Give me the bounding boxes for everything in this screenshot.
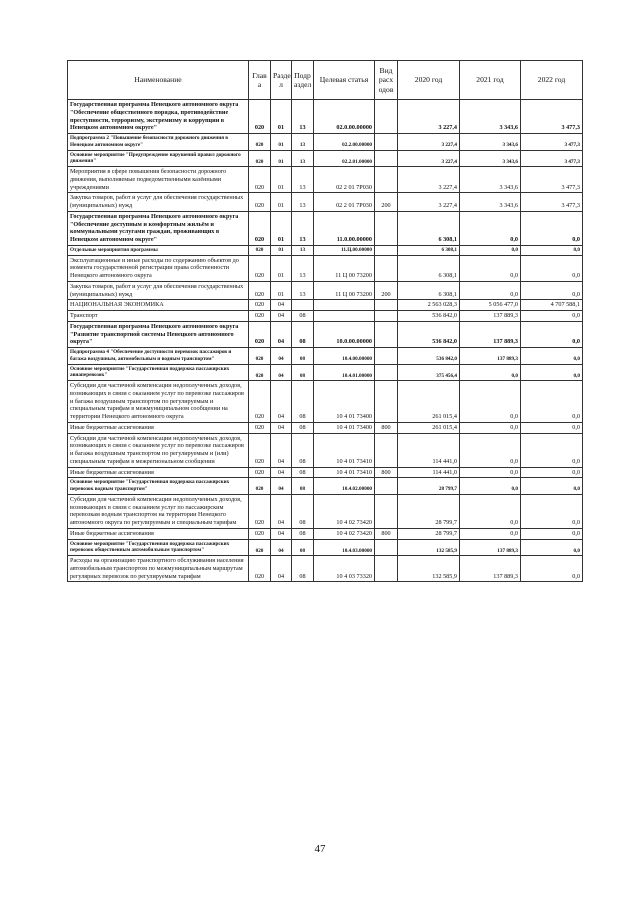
table-row [68, 467, 583, 478]
table-row [68, 556, 583, 582]
row-name: Иные бюджетные ассигнования [68, 467, 249, 478]
row-amount-2021: 137 889,3 [460, 539, 521, 556]
row-name: Подпрограмма 2 "Повышение безопасности дорожного движения в Ненецком автономном округе" [68, 134, 249, 151]
row-podrazdel: 08 [292, 539, 314, 556]
row-expense-type [375, 211, 398, 245]
row-name: Основное мероприятие "Предупреждение нарушений правил дорожного движения" [68, 150, 249, 167]
row-razdel: 01 [271, 150, 292, 167]
row-amount-2022: 4 707 588,1 [521, 300, 583, 311]
row-amount-2022: 0,0 [521, 311, 583, 322]
row-amount-2020: 6 308,1 [398, 211, 460, 245]
row-name: Субсидии для частичной компенсации недополученных доходов, возникающих в связи с оказанием услуг по перевозке пассажиров и багажа воздушным транспортом по регулируемым и специальным тарифам в межмуниципальном сообщении на территории Ненецкого автономного округа [68, 381, 249, 423]
row-amount-2020: 28 799,7 [398, 478, 460, 495]
row-target-article: 02 2 01 7Р030 [314, 167, 375, 193]
row-amount-2022: 3 477,3 [521, 150, 583, 167]
row-target-article: 10.4.00.00000 [314, 348, 375, 365]
row-name: Субсидии для частичной компенсации недополученных доходов, возникающих в связи с оказанием услуг по перевозке пассажиров и багажа воздушным транспортом по регулируемым и (или) специальным тарифам в межрегиональном сообщении [68, 433, 249, 467]
row-glava: 020 [249, 211, 271, 245]
row-amount-2020: 6 308,1 [398, 281, 460, 300]
row-expense-type [375, 134, 398, 151]
row-name: Подпрограмма 4 "Обеспечение доступности перевозок пассажиров и багажа воздушным, автомобильным и водным транспортом" [68, 348, 249, 365]
row-glava: 020 [249, 348, 271, 365]
row-glava: 020 [249, 245, 271, 255]
header-glava: Глав а [249, 61, 271, 100]
row-podrazdel: 08 [292, 433, 314, 467]
table-row [68, 478, 583, 495]
row-glava: 020 [249, 433, 271, 467]
row-glava: 020 [249, 556, 271, 582]
row-amount-2022: 3 477,3 [521, 100, 583, 134]
row-glava: 020 [249, 422, 271, 433]
row-name: Закупка товаров, работ и услуг для обеспечения государственных (муниципальных) нужд [68, 281, 249, 300]
header-target-article: Целевая статья [314, 61, 375, 100]
row-razdel: 04 [271, 348, 292, 365]
row-name: Мероприятия в сфере повышения безопасности дорожного движения, выполняемые подведомственными казёнными учреждениями [68, 167, 249, 193]
table-row [68, 422, 583, 433]
row-expense-type [375, 494, 398, 528]
row-glava: 020 [249, 300, 271, 311]
row-name: Иные бюджетные ассигнования [68, 528, 249, 539]
row-amount-2020: 3 227,4 [398, 193, 460, 212]
header-year-2022: 2022 год [521, 61, 583, 100]
row-amount-2022: 3 477,3 [521, 134, 583, 151]
row-target-article: 02.0.00.00000 [314, 100, 375, 134]
row-podrazdel: 08 [292, 381, 314, 423]
row-target-article: 11 Ц 00 73200 [314, 255, 375, 281]
row-glava: 020 [249, 255, 271, 281]
row-razdel: 04 [271, 478, 292, 495]
row-glava: 020 [249, 539, 271, 556]
table-row [68, 539, 583, 556]
table-row [68, 281, 583, 300]
row-target-article: 10 4 01 73400 [314, 381, 375, 423]
row-razdel: 04 [271, 311, 292, 322]
row-amount-2020: 536 842,0 [398, 311, 460, 322]
row-name: Государственная программа Ненецкого автономного округа "Обеспечение общественного порядка, противодействие преступности, терроризму, экстремизму и коррупции в Ненецком автономном округе" [68, 100, 249, 134]
row-razdel: 01 [271, 167, 292, 193]
row-glava: 020 [249, 311, 271, 322]
header-podrazdel: Подр аздел [292, 61, 314, 100]
header-year-2020: 2020 год [398, 61, 460, 100]
row-podrazdel: 08 [292, 422, 314, 433]
table-row [68, 100, 583, 134]
row-target-article: 10.4.03.00000 [314, 539, 375, 556]
row-razdel: 01 [271, 281, 292, 300]
row-glava: 020 [249, 167, 271, 193]
row-amount-2020: 6 308,1 [398, 245, 460, 255]
row-razdel: 04 [271, 556, 292, 582]
row-amount-2022: 0,0 [521, 281, 583, 300]
row-amount-2022: 0,0 [521, 539, 583, 556]
row-podrazdel: 08 [292, 528, 314, 539]
row-razdel: 04 [271, 528, 292, 539]
row-razdel: 01 [271, 134, 292, 151]
row-amount-2022: 0,0 [521, 321, 583, 347]
row-amount-2022: 0,0 [521, 211, 583, 245]
row-target-article: 10 4 01 73410 [314, 433, 375, 467]
row-expense-type [375, 300, 398, 311]
row-expense-type [375, 255, 398, 281]
row-expense-type [375, 539, 398, 556]
row-expense-type [375, 311, 398, 322]
header-expense-type: Вид расх одов [375, 61, 398, 100]
row-expense-type: 200 [375, 281, 398, 300]
row-name: Отдельные мероприятия программы [68, 245, 249, 255]
row-glava: 020 [249, 478, 271, 495]
table-row [68, 255, 583, 281]
row-expense-type: 800 [375, 422, 398, 433]
table-row [68, 381, 583, 423]
table-row [68, 300, 583, 311]
row-target-article: 02.2.01.00000 [314, 150, 375, 167]
row-target-article: 10.0.00.00000 [314, 321, 375, 347]
row-target-article: 02.2.00.00000 [314, 134, 375, 151]
row-podrazdel: 13 [292, 100, 314, 134]
row-amount-2021: 0,0 [460, 433, 521, 467]
row-glava: 020 [249, 467, 271, 478]
table-row [68, 167, 583, 193]
row-podrazdel: 08 [292, 311, 314, 322]
row-glava: 020 [249, 321, 271, 347]
header-year-2021: 2021 год [460, 61, 521, 100]
row-target-article: 10 4 02 73420 [314, 528, 375, 539]
row-amount-2022: 0,0 [521, 467, 583, 478]
row-amount-2020: 2 563 028,3 [398, 300, 460, 311]
table-row [68, 433, 583, 467]
row-glava: 020 [249, 193, 271, 212]
row-podrazdel: 13 [292, 255, 314, 281]
row-amount-2021: 0,0 [460, 211, 521, 245]
row-amount-2022: 0,0 [521, 245, 583, 255]
row-amount-2022: 3 477,3 [521, 193, 583, 212]
row-expense-type [375, 100, 398, 134]
row-podrazdel: 08 [292, 321, 314, 347]
row-razdel: 04 [271, 300, 292, 311]
table-row [68, 321, 583, 347]
row-podrazdel: 13 [292, 134, 314, 151]
row-expense-type [375, 348, 398, 365]
row-target-article: 10 4 03 73320 [314, 556, 375, 582]
row-podrazdel: 13 [292, 281, 314, 300]
table-row [68, 528, 583, 539]
row-amount-2022: 3 477,3 [521, 167, 583, 193]
row-amount-2021: 5 056 477,0 [460, 300, 521, 311]
row-target-article: 11.0.00.00000 [314, 211, 375, 245]
row-amount-2020: 261 015,4 [398, 422, 460, 433]
row-expense-type: 800 [375, 467, 398, 478]
row-podrazdel: 13 [292, 245, 314, 255]
row-amount-2022: 0,0 [521, 381, 583, 423]
row-amount-2021: 0,0 [460, 255, 521, 281]
row-name: Эксплуатационные и иные расходы по содержанию объектов до момента государственной регистрации права собственности Ненецкого автономного округа [68, 255, 249, 281]
row-expense-type [375, 478, 398, 495]
row-target-article: 11 Ц 00 73200 [314, 281, 375, 300]
row-razdel: 04 [271, 539, 292, 556]
row-razdel: 01 [271, 193, 292, 212]
row-amount-2021: 3 343,6 [460, 100, 521, 134]
row-expense-type: 200 [375, 193, 398, 212]
row-name: Расходы на организацию транспортного обслуживания населения автомобильным транспортом по межмуниципальным маршрутам регулярных перевозок по регулируемым тарифам [68, 556, 249, 582]
table-header-row [68, 61, 583, 100]
table-row [68, 193, 583, 212]
row-name: Государственная программа Ненецкого автономного округа "Развитие транспортной системы Ненецкого автономного округа" [68, 321, 249, 347]
row-amount-2021: 3 343,6 [460, 167, 521, 193]
row-amount-2021: 0,0 [460, 245, 521, 255]
row-glava: 020 [249, 528, 271, 539]
row-target-article: 10 4 01 73400 [314, 422, 375, 433]
row-amount-2021: 3 343,6 [460, 193, 521, 212]
table-row [68, 348, 583, 365]
row-target-article: 11.Ц.00.00000 [314, 245, 375, 255]
row-amount-2020: 261 015,4 [398, 381, 460, 423]
row-amount-2020: 28 799,7 [398, 528, 460, 539]
row-razdel: 01 [271, 245, 292, 255]
row-glava: 020 [249, 100, 271, 134]
row-expense-type [375, 364, 398, 381]
row-podrazdel: 08 [292, 467, 314, 478]
row-name: Закупка товаров, работ и услуг для обеспечения государственных (муниципальных) нужд [68, 193, 249, 212]
row-amount-2020: 114 441,0 [398, 433, 460, 467]
row-amount-2021: 3 343,6 [460, 134, 521, 151]
table-row [68, 211, 583, 245]
row-podrazdel: 08 [292, 478, 314, 495]
row-amount-2020: 375 456,4 [398, 364, 460, 381]
row-podrazdel: 13 [292, 193, 314, 212]
row-amount-2020: 132 585,9 [398, 556, 460, 582]
table-row [68, 364, 583, 381]
row-expense-type [375, 556, 398, 582]
row-name: Субсидии для частичной компенсации недополученных доходов, возникающих в связи с оказанием услуг по пассажирским перевозкам водным транспортом на территории Ненецкого автономного округа по регулируемым и специальным тарифам [68, 494, 249, 528]
row-amount-2020: 3 227,4 [398, 150, 460, 167]
row-target-article: 10 4 01 73410 [314, 467, 375, 478]
row-amount-2022: 0,0 [521, 348, 583, 365]
row-amount-2020: 114 441,0 [398, 467, 460, 478]
row-expense-type [375, 167, 398, 193]
row-amount-2021: 137 889,3 [460, 311, 521, 322]
row-amount-2022: 0,0 [521, 364, 583, 381]
budget-table [67, 60, 583, 582]
row-glava: 020 [249, 134, 271, 151]
row-amount-2022: 0,0 [521, 528, 583, 539]
row-name: Транспорт [68, 311, 249, 322]
row-amount-2020: 28 799,7 [398, 494, 460, 528]
row-amount-2021: 137 889,3 [460, 556, 521, 582]
row-podrazdel: 08 [292, 348, 314, 365]
row-podrazdel: 13 [292, 211, 314, 245]
table-body [68, 100, 583, 582]
row-podrazdel: 13 [292, 150, 314, 167]
row-glava: 020 [249, 281, 271, 300]
row-amount-2021: 137 889,3 [460, 348, 521, 365]
row-amount-2021: 0,0 [460, 422, 521, 433]
table-row [68, 311, 583, 322]
row-expense-type [375, 150, 398, 167]
row-razdel: 04 [271, 467, 292, 478]
row-razdel: 04 [271, 494, 292, 528]
row-target-article: 10.4.01.00000 [314, 364, 375, 381]
row-glava: 020 [249, 494, 271, 528]
row-amount-2020: 6 308,1 [398, 255, 460, 281]
row-name: Иные бюджетные ассигнования [68, 422, 249, 433]
row-amount-2022: 0,0 [521, 255, 583, 281]
row-amount-2021: 0,0 [460, 494, 521, 528]
row-glava: 020 [249, 364, 271, 381]
row-expense-type [375, 381, 398, 423]
row-razdel: 01 [271, 211, 292, 245]
row-amount-2020: 536 842,0 [398, 321, 460, 347]
table-row [68, 150, 583, 167]
row-amount-2021: 0,0 [460, 478, 521, 495]
row-name: Основное мероприятие "Государственная поддержка пассажирских перевозок водным транспортом" [68, 478, 249, 495]
row-glava: 020 [249, 381, 271, 423]
row-amount-2021: 3 343,6 [460, 150, 521, 167]
row-expense-type [375, 245, 398, 255]
row-podrazdel: 08 [292, 364, 314, 381]
row-expense-type [375, 321, 398, 347]
row-amount-2022: 0,0 [521, 478, 583, 495]
row-amount-2020: 3 227,4 [398, 134, 460, 151]
row-razdel: 04 [271, 321, 292, 347]
row-razdel: 04 [271, 422, 292, 433]
row-target-article: 10 4 02 73420 [314, 494, 375, 528]
row-podrazdel: 08 [292, 556, 314, 582]
row-amount-2022: 0,0 [521, 433, 583, 467]
row-razdel: 04 [271, 364, 292, 381]
row-amount-2021: 0,0 [460, 281, 521, 300]
row-razdel: 04 [271, 433, 292, 467]
row-amount-2022: 0,0 [521, 494, 583, 528]
row-amount-2020: 3 227,4 [398, 100, 460, 134]
row-amount-2021: 0,0 [460, 364, 521, 381]
row-podrazdel: 13 [292, 167, 314, 193]
row-amount-2020: 3 227,4 [398, 167, 460, 193]
table-row [68, 245, 583, 255]
row-expense-type [375, 433, 398, 467]
row-amount-2020: 536 842,0 [398, 348, 460, 365]
header-razdel: Разде л [271, 61, 292, 100]
row-target-article [314, 311, 375, 322]
page-number: 47 [314, 843, 326, 855]
row-razdel: 01 [271, 100, 292, 134]
row-amount-2021: 0,0 [460, 467, 521, 478]
row-expense-type: 800 [375, 528, 398, 539]
row-name: Основное мероприятие "Государственная поддержка пассажирских перевозок общественным автомобильным транспортом" [68, 539, 249, 556]
row-amount-2020: 132 585,9 [398, 539, 460, 556]
header-name: Наименование [68, 61, 249, 100]
row-amount-2022: 0,0 [521, 422, 583, 433]
row-amount-2021: 137 889,3 [460, 321, 521, 347]
row-podrazdel [292, 300, 314, 311]
row-name: Государственная программа Ненецкого автономного округа "Обеспечение доступным и комфортным жильём и коммунальными услугами граждан, проживающих в Ненецком автономном округе" [68, 211, 249, 245]
row-target-article [314, 300, 375, 311]
row-amount-2021: 0,0 [460, 381, 521, 423]
row-glava: 020 [249, 150, 271, 167]
table-row [68, 134, 583, 151]
row-name: Основное мероприятие "Государственная поддержка пассажирских авиаперевозок" [68, 364, 249, 381]
row-amount-2021: 0,0 [460, 528, 521, 539]
row-razdel: 04 [271, 381, 292, 423]
row-target-article: 02 2 01 7Р030 [314, 193, 375, 212]
row-name: НАЦИОНАЛЬНАЯ ЭКОНОМИКА [68, 300, 249, 311]
table-row [68, 494, 583, 528]
row-podrazdel: 08 [292, 494, 314, 528]
row-target-article: 10.4.02.00000 [314, 478, 375, 495]
row-amount-2022: 0,0 [521, 556, 583, 582]
row-razdel: 01 [271, 255, 292, 281]
